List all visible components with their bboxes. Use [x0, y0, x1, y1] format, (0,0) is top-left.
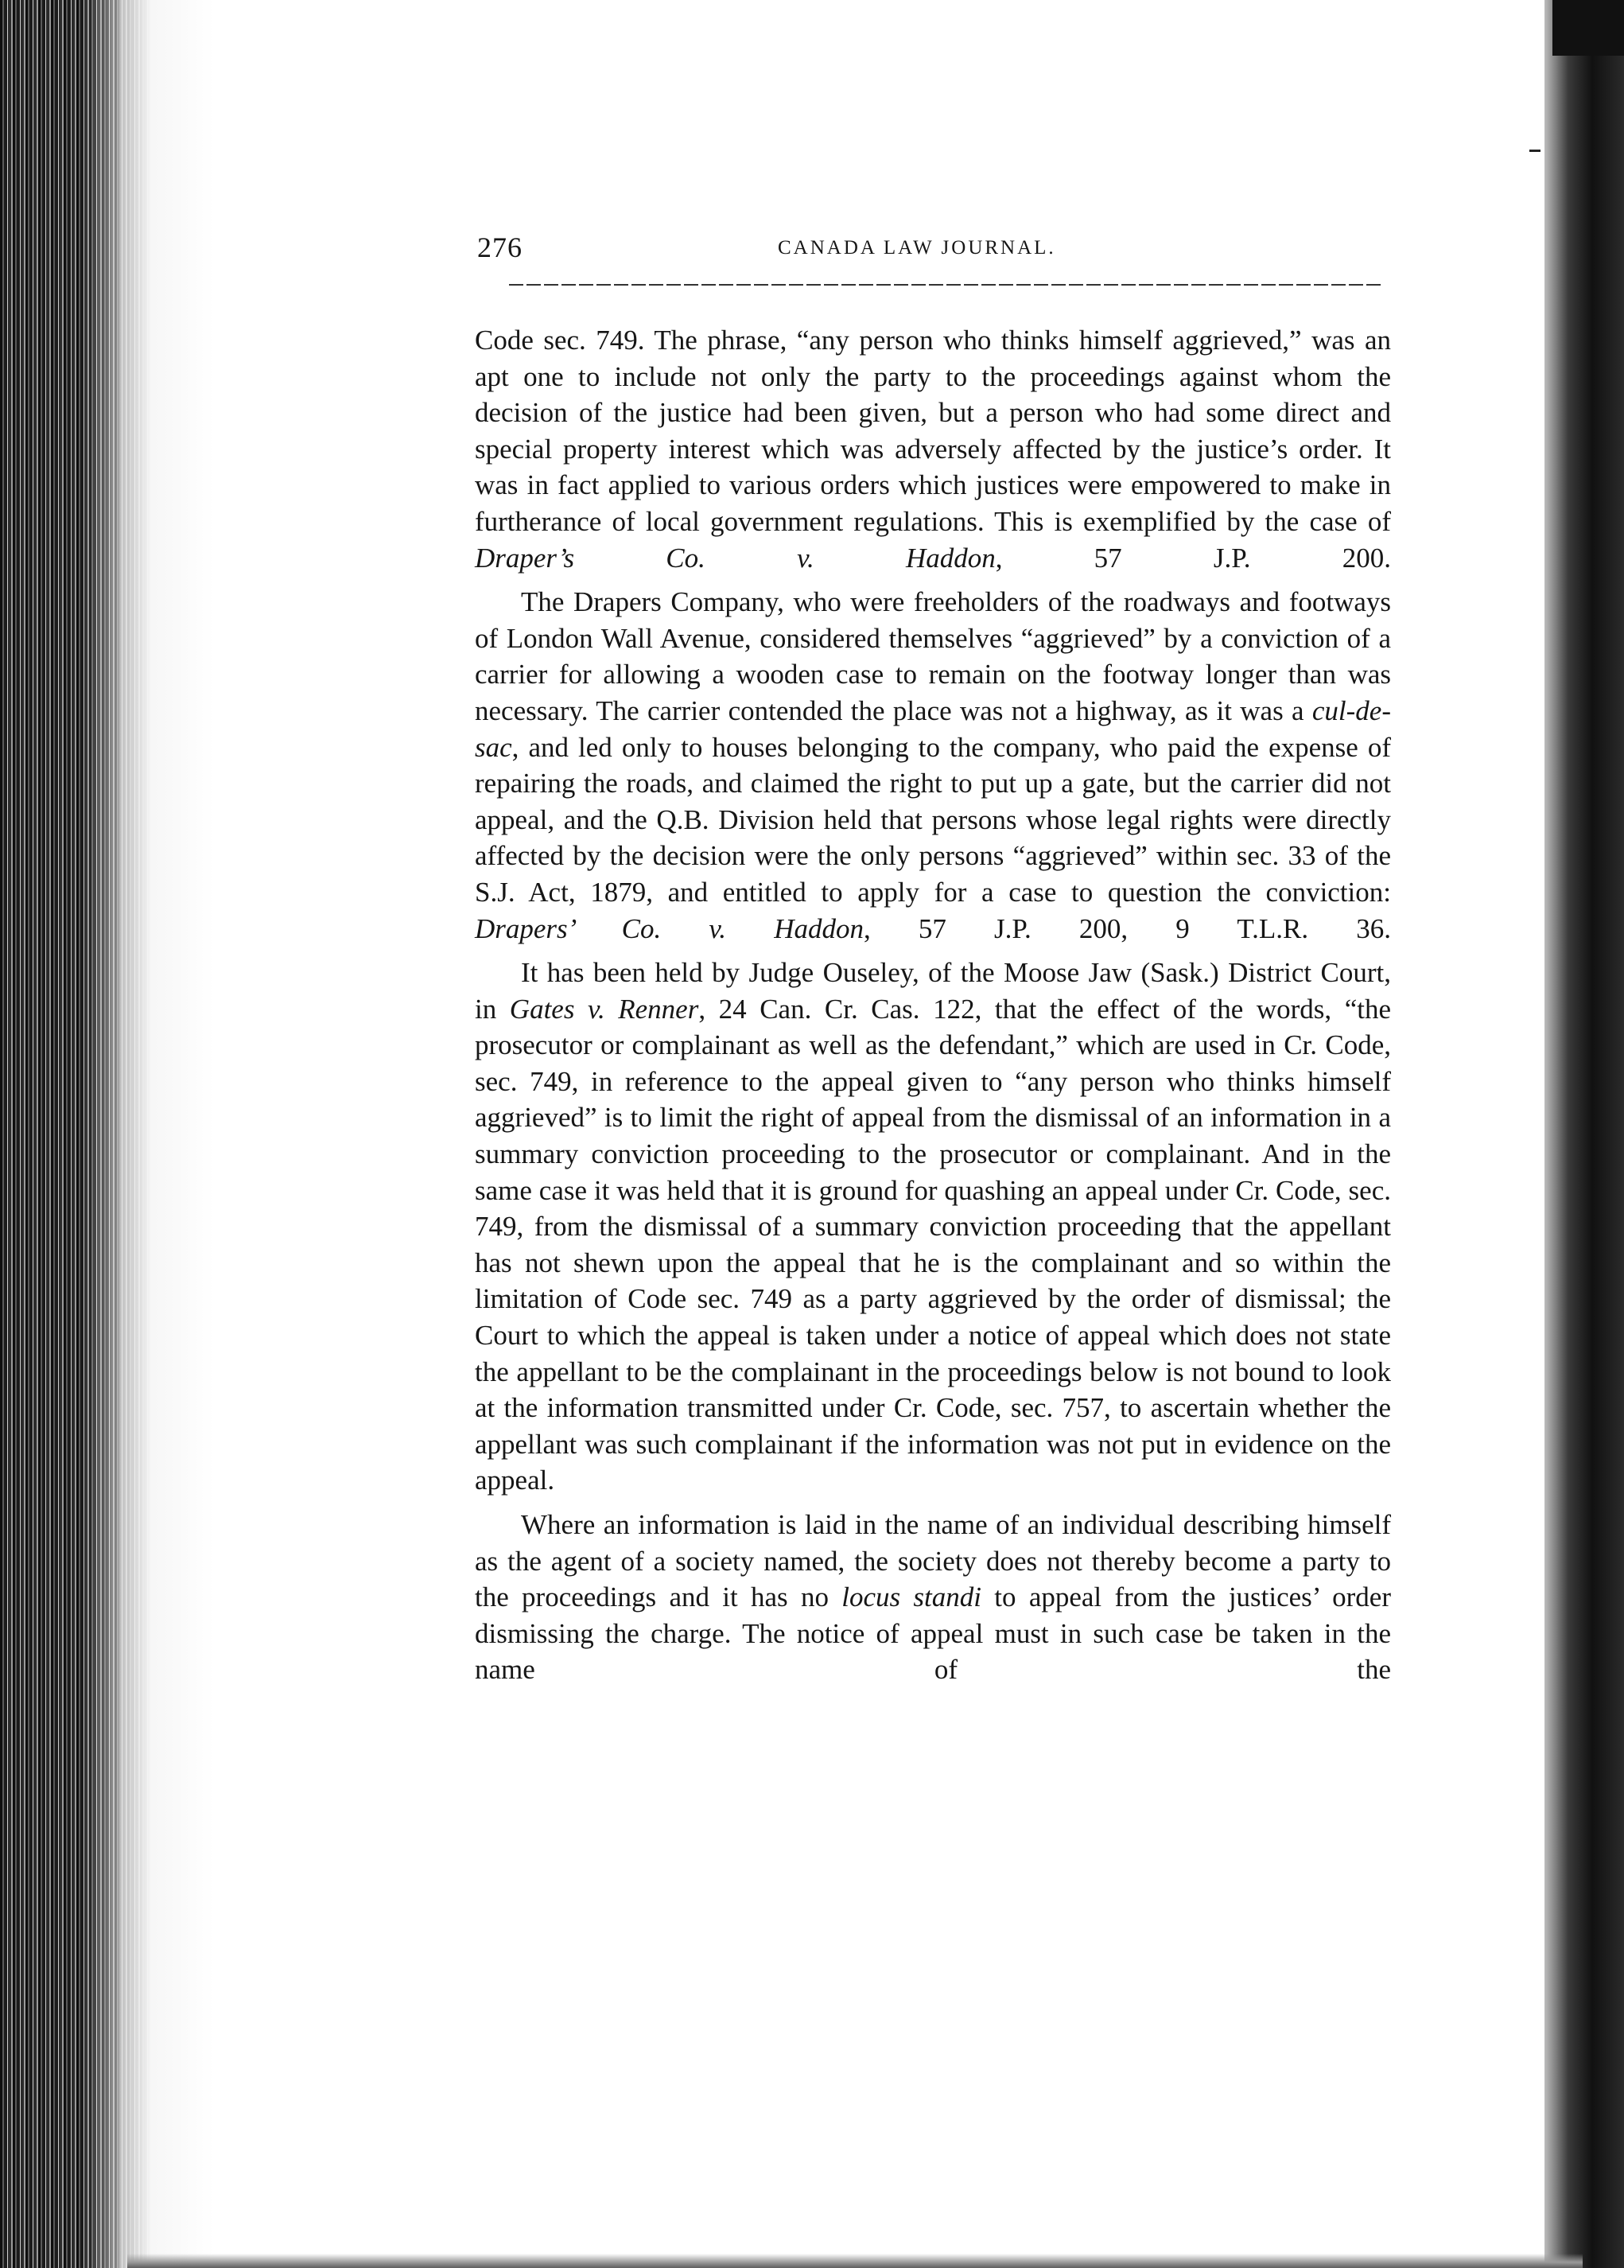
latin-term: cul-de-sac — [475, 694, 1391, 763]
text-span: It has been held by Judge Ouseley, of the Moose Jaw (Sask.) District Court, in — [475, 957, 1391, 1025]
scan-edge-right — [1544, 0, 1624, 2268]
paragraph — [475, 955, 1391, 1499]
running-head: CANADA LAW JOURNAL. — [778, 237, 1056, 259]
page-header — [477, 231, 1392, 270]
text-span: , 57 J.P. 200. — [995, 542, 1391, 574]
header-rule — [509, 284, 1384, 286]
text-span: , 24 Can. Cr. Cas. 122, that the effect of the words, “the prosecutor or complainant as well as the defendant,” which are used in Cr. Code, sec. 749, in reference to the appeal given to “any person who thinks himself aggrieved” is to limit the right of appeal from the dismissal of an information in a summary conviction proceeding to the prosecutor or complainant. And in the same case it was held that it is ground for quashing an appeal under Cr. Code, sec. 749, from the dismissal of a summary conviction proceeding that the appellant has not shewn upon the appeal that he is the complainant and so within the limitation of Code sec. 749 as a party aggrieved by the order of dismissal; the Court to which the appeal is taken under a notice of appeal which does not state the appellant to be the complainant in the proceedings below is not bound to look at the information transmitted under Cr. Code, sec. 757, to ascertain whether the appellant was such complainant if the information was not put in evidence on the appeal. — [475, 993, 1391, 1496]
text-span: The Drapers Company, who were freeholders of the roadways and footways of London Wall Avenue, considered themselves “aggrieved” by a conviction of a carrier for allowing a wooden case to remain on the footway longer than was necessary. The carrier contended the place was not a highway, as it was a — [475, 586, 1391, 726]
paragraph — [475, 584, 1391, 947]
body-text — [475, 322, 1391, 1688]
text-span: Code sec. 749. The phrase, “any person who thinks himself aggrieved,” was an apt one to include not only the party to the proceedings against whom the decision of the justice had been given, but a person who had some direct and special property interest which was adversely affected by the justice’s order. It was in fact applied to various orders which justices were empowered to make in furtherance of local government regulations. This is exemplified by the case of — [475, 325, 1391, 537]
text-span: , 57 J.P. 200, 9 T.L.R. 36. — [863, 912, 1391, 944]
paragraph — [475, 322, 1391, 576]
case-citation: Gates v. Renner — [509, 993, 699, 1025]
scan-corner-top-right — [1552, 0, 1624, 56]
paragraph — [475, 1507, 1391, 1688]
case-citation: Draper’s Co. v. Haddon — [475, 542, 996, 574]
case-citation: Drapers’ Co. v. Haddon — [475, 912, 864, 944]
latin-term: locus standi — [841, 1581, 982, 1613]
scan-gutter-fade — [119, 0, 215, 2268]
page-number: 276 — [477, 231, 523, 263]
scan-edge-bottom — [127, 2254, 1583, 2268]
text-span: , and led only to houses belonging to the company, who paid the expense of repairing the roads, and claimed the right to put up a gate, but the carrier did not appeal, and the Q.B. Division held that persons whose legal rights were directly affected by the decision were the only persons “aggrieved” within sec. 33 of the S.J. Act, 1879, and entitled to apply for a case to question the conviction: — [475, 731, 1391, 908]
text-span: to appeal from the justices’ order dismissing the charge. The notice of appeal must in such case be taken in the name of the — [475, 1581, 1391, 1686]
scan-speck — [1529, 150, 1540, 152]
text-span: Where an information is laid in the name of an individual describing himself as the agent of a society named, the society does not thereby become a party to the proceedings and it has no — [475, 1509, 1391, 1613]
